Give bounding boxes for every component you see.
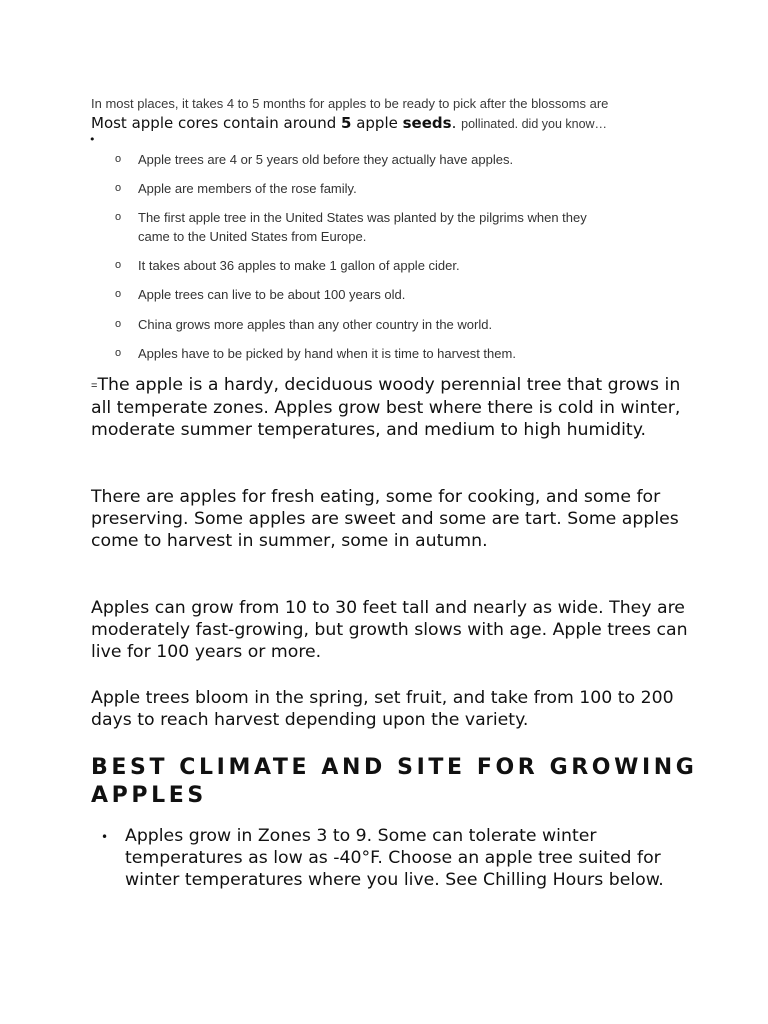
intro-line: In most places, it takes 4 to 5 months for apples to be ready to pick after the blossoms are xyxy=(91,96,609,111)
fact-text: Apples have to be picked by hand when it is time to harvest them. xyxy=(138,346,516,361)
seeds-word: seeds xyxy=(402,114,452,132)
paragraph-hardy-tree xyxy=(91,374,691,441)
paragraph-text: The apple is a hardy, deciduous woody perennial tree that grows in all temperate zones. Apples grow best where there is cold in winter, moderate summer temperatures, and medium to high humidity. xyxy=(91,375,681,440)
paragraph-bloom-harvest: Apple trees bloom in the spring, set fruit, and take from 100 to 200 days to reach harvest depending upon the variety. xyxy=(91,688,674,730)
fact-text: It takes about 36 apples to make 1 gallon of apple cider. xyxy=(138,258,460,273)
seeds-fact xyxy=(91,114,461,132)
fact-text: Apple trees are 4 or 5 years old before they actually have apples. xyxy=(138,152,514,167)
list-marker: o xyxy=(115,288,122,300)
list-marker: o xyxy=(115,347,122,359)
list-marker: o xyxy=(115,318,122,330)
intro-line-tail: pollinated. did you know… xyxy=(461,117,608,131)
seeds-count: 5 xyxy=(341,114,352,132)
fact-text: China grows more apples than any other country in the world. xyxy=(138,317,493,332)
paragraph-apple-uses: There are apples for fresh eating, some for cooking, and some for preserving. Some apples are sweet and some are tart. Some apples come to harvest in summer, some in autumn. xyxy=(91,487,679,551)
list-marker: o xyxy=(115,259,122,271)
seeds-fact-line xyxy=(91,113,751,134)
equals-mark: = xyxy=(91,380,98,392)
section-heading: BEST CLIMATE AND SITE FOR GROWING APPLES xyxy=(91,755,698,808)
seeds-period: . xyxy=(451,114,462,132)
seeds-fact-middle: apple xyxy=(351,114,403,132)
fact-text: Apple trees can live to be about 100 years old. xyxy=(138,287,406,302)
climate-zone-text: Apples grow in Zones 3 to 9. Some can tolerate winter temperatures as low as -40°F. Choose an apple tree suited for winter temperatures where you live. See Chilling Hours below. xyxy=(125,826,664,890)
fact-text: Apple are members of the rose family. xyxy=(138,181,357,196)
bullet-marker: • xyxy=(101,830,109,844)
bullet-marker: • xyxy=(89,133,96,146)
list-marker: o xyxy=(115,211,122,223)
list-marker: o xyxy=(115,153,122,165)
fact-text: The first apple tree in the United States was planted by the pilgrims when they came to the United States from Europe. xyxy=(138,210,587,244)
seeds-fact-prefix: Most apple cores contain around xyxy=(91,114,342,132)
paragraph-tree-size: Apples can grow from 10 to 30 feet tall and nearly as wide. They are moderately fast-growing, but growth slows with age. Apple trees can live for 100 years or more. xyxy=(91,598,688,662)
list-marker: o xyxy=(115,182,122,194)
